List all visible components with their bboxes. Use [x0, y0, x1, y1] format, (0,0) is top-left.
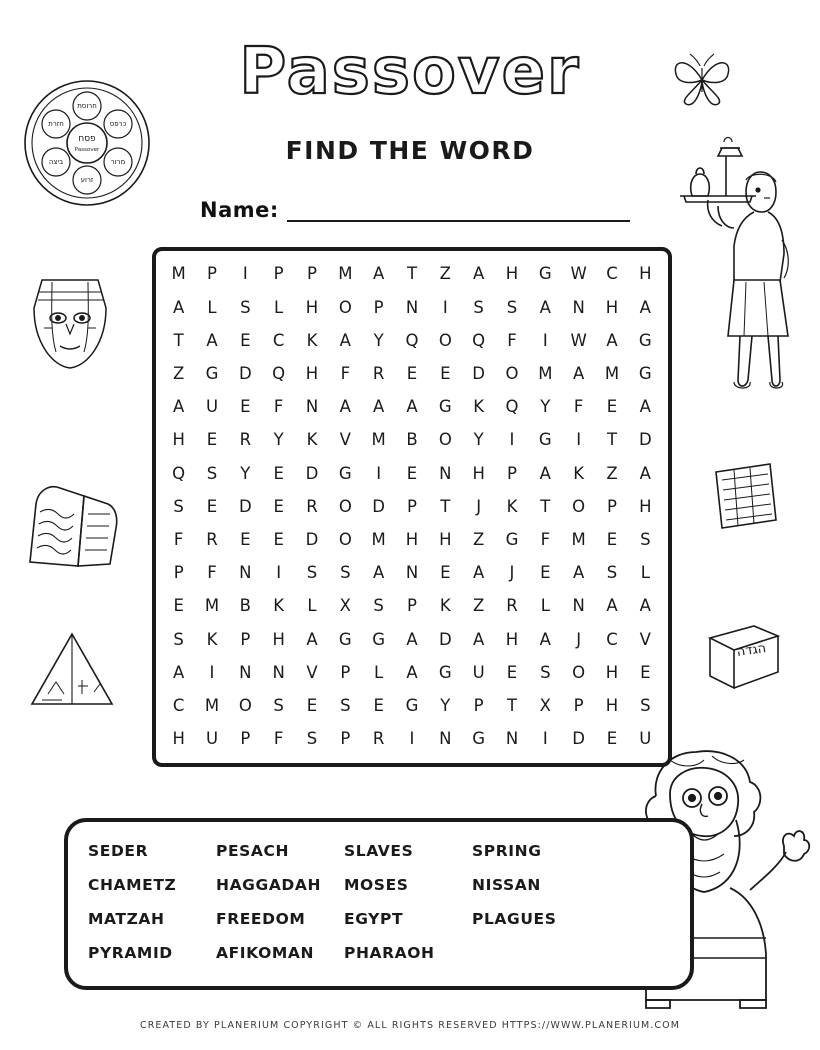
grid-cell[interactable]: A	[173, 397, 185, 417]
grid-cell[interactable]: A	[573, 363, 585, 383]
grid-cell[interactable]: T	[540, 496, 551, 516]
grid-cell[interactable]: A	[373, 397, 385, 417]
grid-cell[interactable]: G	[338, 463, 352, 483]
grid-cell[interactable]: N	[572, 297, 585, 317]
butterfly-icon	[668, 46, 736, 108]
grid-cell[interactable]: D	[472, 363, 486, 383]
name-label: Name:	[200, 198, 279, 222]
grid-cell[interactable]: R	[206, 529, 218, 549]
grid-cell[interactable]: S	[173, 629, 184, 649]
grid-cell[interactable]: P	[407, 496, 417, 516]
grid-cell[interactable]: E	[206, 496, 218, 516]
grid-cell[interactable]: S	[640, 529, 651, 549]
grid-cell[interactable]: R	[306, 496, 318, 516]
grid-cell[interactable]: E	[306, 695, 318, 715]
grid-cell[interactable]: O	[338, 297, 352, 317]
grid-cell[interactable]: S	[473, 297, 484, 317]
word-list-item[interactable]: EGYPT	[344, 910, 404, 928]
grid-cell[interactable]: P	[607, 496, 617, 516]
grid-cell[interactable]: M	[371, 529, 386, 549]
grid-cell[interactable]: Z	[473, 596, 485, 616]
grid-cell[interactable]: D	[572, 729, 586, 749]
word-list-item[interactable]: SPRING	[472, 842, 542, 860]
grid-cell[interactable]: J	[509, 563, 515, 583]
grid-cell[interactable]: A	[373, 563, 385, 583]
grid-cell[interactable]: F	[573, 397, 584, 417]
grid-cell[interactable]: E	[206, 430, 218, 450]
grid-cell[interactable]: G	[438, 662, 452, 682]
grid-cell[interactable]: L	[640, 563, 650, 583]
grid-cell[interactable]: H	[439, 529, 452, 549]
grid-cell[interactable]: K	[206, 629, 218, 649]
grid-cell[interactable]: J	[476, 496, 482, 516]
grid-cell[interactable]: F	[273, 729, 284, 749]
grid-cell[interactable]: W	[570, 330, 587, 350]
grid-cell[interactable]: O	[505, 363, 519, 383]
grid-cell[interactable]: N	[505, 729, 519, 749]
grid-cell[interactable]: N	[439, 463, 452, 483]
grid-cell[interactable]: S	[206, 463, 218, 483]
grid-cell[interactable]: O	[438, 430, 452, 450]
grid-cell[interactable]: A	[373, 264, 385, 284]
grid-cell[interactable]: I	[209, 662, 215, 682]
grid-cell[interactable]: I	[542, 729, 548, 749]
grid-cell[interactable]: S	[306, 729, 318, 749]
grid-cell[interactable]: M	[171, 264, 186, 284]
grid-cell[interactable]: S	[640, 695, 651, 715]
grid-cell[interactable]: E	[540, 563, 551, 583]
grid-cell[interactable]: E	[406, 463, 418, 483]
grid-cell[interactable]: G	[472, 729, 486, 749]
word-list-item[interactable]: SLAVES	[344, 842, 414, 860]
grid-cell[interactable]: E	[273, 496, 284, 516]
grid-cell[interactable]: H	[605, 297, 619, 317]
grid-cell[interactable]: A	[539, 463, 551, 483]
grid-cell[interactable]: Z	[173, 363, 185, 383]
grid-cell[interactable]: M	[204, 695, 220, 715]
grid-cell[interactable]: P	[373, 297, 384, 317]
grid-cell[interactable]: E	[240, 529, 251, 549]
grid-cell[interactable]: S	[506, 297, 518, 317]
grid-cell[interactable]: E	[273, 463, 284, 483]
grid-cell[interactable]: I	[442, 297, 448, 317]
grid-cell[interactable]: C	[606, 629, 618, 649]
grid-cell[interactable]: I	[542, 330, 548, 350]
word-list-item[interactable]: HAGGADAH	[216, 876, 322, 894]
grid-cell[interactable]: N	[572, 596, 585, 616]
grid-cell[interactable]: D	[238, 496, 252, 516]
grid-cell[interactable]: O	[238, 695, 252, 715]
grid-cell[interactable]: F	[507, 330, 517, 350]
grid-cell[interactable]: A	[406, 629, 418, 649]
grid-cell[interactable]: V	[339, 430, 351, 450]
grid-cell[interactable]: H	[639, 496, 652, 516]
grid-cell[interactable]: L	[540, 596, 550, 616]
grid-cell[interactable]: M	[604, 363, 620, 383]
grid-cell[interactable]: E	[406, 363, 418, 383]
grid-cell[interactable]: G	[538, 264, 552, 284]
word-list-item[interactable]: PYRAMID	[88, 944, 173, 962]
grid-cell[interactable]: J	[576, 629, 582, 649]
grid-cell[interactable]: Y	[440, 695, 451, 715]
grid-cell[interactable]: A	[339, 397, 351, 417]
grid-cell[interactable]: T	[606, 430, 618, 450]
grid-cell[interactable]: I	[376, 463, 382, 483]
grid-cell[interactable]: D	[638, 430, 652, 450]
grid-cell[interactable]: X	[339, 596, 351, 616]
svg-text:מרור: מרור	[110, 158, 126, 166]
grid-cell[interactable]: M	[538, 363, 553, 383]
word-list-item[interactable]: SEDER	[88, 842, 149, 860]
matzah-icon	[706, 458, 784, 536]
grid-cell[interactable]: Y	[473, 430, 484, 450]
grid-cell[interactable]: S	[373, 596, 384, 616]
grid-cell[interactable]: K	[306, 430, 318, 450]
grid-cell[interactable]: M	[371, 430, 386, 450]
grid-cell[interactable]: Z	[439, 264, 451, 284]
grid-cell[interactable]: A	[473, 264, 485, 284]
grid-cell[interactable]: Y	[240, 463, 251, 483]
grid-cell[interactable]: L	[274, 297, 284, 317]
grid-cell[interactable]: D	[238, 363, 252, 383]
grid-cell[interactable]: A	[606, 330, 618, 350]
grid-cell[interactable]: S	[340, 695, 351, 715]
word-search-grid[interactable]	[162, 258, 662, 756]
grid-cell[interactable]: A	[406, 397, 418, 417]
grid-cell[interactable]: C	[172, 695, 185, 715]
seder-plate	[22, 78, 152, 208]
grid-cell[interactable]: F	[540, 529, 551, 549]
word-list-item[interactable]: NISSAN	[472, 876, 541, 894]
grid-cell[interactable]: P	[307, 264, 317, 284]
grid-cell[interactable]: I	[509, 430, 515, 450]
grid-cell[interactable]: G	[505, 529, 519, 549]
grid-cell[interactable]: O	[338, 529, 352, 549]
grid-cell[interactable]: P	[573, 695, 584, 715]
word-list-item[interactable]: PLAGUES	[472, 910, 557, 928]
grid-cell[interactable]: G	[638, 330, 652, 350]
grid-cell[interactable]: N	[405, 563, 419, 583]
grid-cell[interactable]: A	[173, 662, 185, 682]
grid-cell[interactable]: R	[372, 363, 385, 383]
grid-cell[interactable]: E	[506, 662, 518, 682]
grid-cell[interactable]: V	[306, 662, 318, 682]
grid-cell[interactable]: S	[240, 297, 251, 317]
grid-cell[interactable]: P	[207, 264, 217, 284]
grid-cell[interactable]: U	[639, 729, 652, 749]
name-row	[200, 196, 630, 222]
grid-cell[interactable]: H	[305, 363, 319, 383]
grid-cell[interactable]: H	[172, 430, 185, 450]
grid-cell[interactable]: A	[639, 297, 651, 317]
grid-cell[interactable]: U	[205, 729, 219, 749]
grid-cell[interactable]: T	[173, 330, 184, 350]
grid-cell[interactable]: V	[639, 629, 651, 649]
grid-cell[interactable]: U	[472, 662, 485, 682]
grid-cell[interactable]: H	[605, 662, 619, 682]
grid-cell[interactable]: A	[639, 596, 651, 616]
grid-cell[interactable]: L	[374, 662, 384, 682]
grid-cell[interactable]: A	[573, 563, 585, 583]
grid-cell[interactable]: Y	[540, 397, 551, 417]
grid-cell[interactable]: H	[272, 629, 285, 649]
grid-cell[interactable]: E	[240, 330, 251, 350]
grid-cell[interactable]: A	[406, 662, 418, 682]
grid-cell[interactable]: K	[573, 463, 585, 483]
grid-cell[interactable]: G	[205, 363, 219, 383]
grid-cell[interactable]: S	[173, 496, 184, 516]
grid-cell[interactable]: I	[576, 430, 582, 450]
grid-cell[interactable]: F	[340, 363, 351, 383]
grid-cell[interactable]: L	[207, 297, 217, 317]
grid-cell[interactable]: G	[405, 695, 419, 715]
grid-cell[interactable]: A	[473, 563, 485, 583]
grid-cell[interactable]: R	[239, 430, 252, 450]
svg-text:ביצה: ביצה	[48, 158, 64, 166]
grid-cell[interactable]: A	[539, 297, 551, 317]
name-input[interactable]	[287, 196, 630, 222]
grid-cell[interactable]: C	[606, 264, 618, 284]
grid-cell[interactable]: M	[338, 264, 353, 284]
grid-cell[interactable]: E	[606, 397, 618, 417]
grid-cell[interactable]: Y	[273, 430, 284, 450]
grid-cell[interactable]: R	[506, 596, 518, 616]
grid-cell[interactable]: M	[571, 529, 586, 549]
word-list-item[interactable]: PHARAOH	[344, 944, 435, 962]
grid-cell[interactable]: S	[340, 563, 351, 583]
grid-cell[interactable]: H	[505, 629, 519, 649]
grid-cell[interactable]: O	[572, 662, 586, 682]
grid-cell[interactable]: E	[606, 729, 618, 749]
grid-cell[interactable]: H	[639, 264, 652, 284]
word-list-item[interactable]: MOSES	[344, 876, 409, 894]
grid-cell[interactable]: Q	[472, 330, 486, 350]
svg-text:פסח: פסח	[78, 134, 96, 144]
grid-cell[interactable]: A	[473, 629, 485, 649]
grid-cell[interactable]: H	[472, 463, 485, 483]
grid-cell[interactable]: P	[340, 729, 351, 749]
grid-cell[interactable]: N	[439, 729, 452, 749]
egyptian-servant-icon	[672, 130, 802, 402]
grid-cell[interactable]: P	[407, 596, 417, 616]
grid-cell[interactable]: G	[438, 397, 452, 417]
grid-cell[interactable]: N	[272, 662, 285, 682]
svg-text:זרוע: זרוע	[80, 176, 94, 184]
svg-text:חזרת: חזרת	[48, 120, 64, 128]
haggadah-book-icon	[700, 620, 786, 694]
grid-cell[interactable]: E	[273, 529, 284, 549]
grid-cell[interactable]: Z	[606, 463, 618, 483]
grid-cell[interactable]: S	[606, 563, 618, 583]
grid-cell[interactable]: Z	[473, 529, 485, 549]
ten-commandments-icon	[22, 478, 126, 570]
grid-cell[interactable]: G	[372, 629, 386, 649]
grid-cell[interactable]: T	[440, 496, 451, 516]
grid-cell[interactable]: Q	[505, 397, 519, 417]
grid-cell[interactable]: E	[373, 695, 384, 715]
grid-cell[interactable]: S	[540, 662, 551, 682]
grid-cell[interactable]: G	[638, 363, 652, 383]
grid-cell[interactable]: E	[173, 596, 184, 616]
grid-cell[interactable]: E	[606, 529, 618, 549]
grid-cell[interactable]: T	[506, 695, 518, 715]
grid-cell[interactable]: D	[305, 529, 319, 549]
grid-cell[interactable]: K	[506, 496, 518, 516]
grid-cell[interactable]: K	[306, 330, 318, 350]
grid-cell[interactable]: Q	[405, 330, 419, 350]
svg-text:חרוסת: חרוסת	[77, 102, 97, 110]
grid-cell[interactable]: L	[307, 596, 317, 616]
word-list-item[interactable]: MATZAH	[88, 910, 165, 928]
grid-cell[interactable]: A	[339, 330, 351, 350]
grid-cell[interactable]: F	[207, 563, 217, 583]
grid-cell[interactable]: S	[273, 695, 284, 715]
svg-text:הגדה: הגדה	[735, 641, 768, 661]
grid-cell[interactable]: Q	[172, 463, 186, 483]
grid-cell[interactable]: T	[406, 264, 418, 284]
page-title: Passover	[239, 35, 581, 109]
grid-cell[interactable]: A	[639, 397, 651, 417]
grid-cell[interactable]: N	[305, 397, 319, 417]
grid-cell[interactable]: D	[438, 629, 452, 649]
grid-cell[interactable]: P	[240, 629, 251, 649]
grid-cell[interactable]: N	[239, 563, 252, 583]
grid-cell[interactable]: N	[239, 662, 252, 682]
grid-cell[interactable]: X	[539, 695, 551, 715]
grid-cell[interactable]: B	[239, 596, 251, 616]
svg-text:כרפס: כרפס	[109, 120, 127, 128]
grid-cell[interactable]: A	[306, 629, 318, 649]
grid-cell[interactable]: P	[473, 695, 484, 715]
grid-cell[interactable]: E	[240, 397, 251, 417]
grid-cell[interactable]: I	[242, 264, 248, 284]
grid-cell[interactable]: P	[507, 463, 517, 483]
grid-cell[interactable]: H	[405, 529, 419, 549]
grid-cell[interactable]: F	[273, 397, 284, 417]
grid-cell[interactable]: F	[173, 529, 184, 549]
grid-cell[interactable]: O	[338, 496, 352, 516]
grid-cell[interactable]: E	[440, 563, 451, 583]
word-list-item[interactable]: AFIKOMAN	[216, 944, 315, 962]
grid-cell[interactable]: A	[173, 297, 185, 317]
grid-cell[interactable]: O	[438, 330, 452, 350]
grid-cell[interactable]: R	[372, 729, 385, 749]
grid-cell[interactable]: K	[273, 596, 285, 616]
grid-cell[interactable]: Q	[272, 363, 286, 383]
pyramid-icon	[26, 628, 118, 712]
grid-cell[interactable]: D	[305, 463, 319, 483]
grid-cell[interactable]: I	[409, 729, 415, 749]
grid-cell[interactable]: I	[276, 563, 282, 583]
grid-cell[interactable]: H	[172, 729, 185, 749]
page-subtitle: FIND THE WORD	[285, 136, 535, 165]
grid-cell[interactable]: W	[570, 264, 587, 284]
grid-cell[interactable]: K	[439, 596, 451, 616]
word-list-item[interactable]: PESACH	[216, 842, 290, 860]
word-list	[88, 834, 668, 970]
grid-cell[interactable]: E	[640, 662, 651, 682]
grid-cell[interactable]: A	[206, 330, 218, 350]
grid-cell[interactable]: P	[240, 729, 251, 749]
grid-cell[interactable]: H	[505, 264, 519, 284]
grid-cell[interactable]: A	[606, 596, 618, 616]
footer-credit: CREATED BY PLANERIUM COPYRIGHT © ALL RIGHTS RESERVED HTTPS://WWW.PLANERIUM.COM	[139, 1020, 681, 1031]
grid-cell[interactable]: H	[605, 695, 619, 715]
grid-cell[interactable]: G	[338, 629, 352, 649]
svg-text:Passover: Passover	[74, 147, 100, 153]
grid-cell[interactable]: S	[306, 563, 318, 583]
grid-cell[interactable]: P	[173, 563, 184, 583]
grid-cell[interactable]: G	[538, 430, 552, 450]
grid-cell[interactable]: K	[473, 397, 485, 417]
grid-cell[interactable]: A	[639, 463, 651, 483]
grid-cell[interactable]: Y	[373, 330, 384, 350]
grid-cell[interactable]: A	[539, 629, 551, 649]
word-list-item[interactable]: FREEDOM	[216, 910, 306, 928]
grid-cell[interactable]: B	[406, 430, 418, 450]
grid-cell[interactable]: E	[440, 363, 451, 383]
grid-cell[interactable]: P	[340, 662, 351, 682]
grid-cell[interactable]: D	[372, 496, 386, 516]
pharaoh-mask-icon	[22, 272, 118, 372]
grid-cell[interactable]: N	[405, 297, 419, 317]
grid-cell[interactable]: P	[273, 264, 284, 284]
grid-cell[interactable]: U	[205, 397, 219, 417]
word-list-item[interactable]: CHAMETZ	[88, 876, 177, 894]
grid-cell[interactable]: M	[204, 596, 220, 616]
grid-cell[interactable]: H	[305, 297, 319, 317]
grid-cell[interactable]: C	[272, 330, 285, 350]
grid-cell[interactable]: O	[572, 496, 586, 516]
